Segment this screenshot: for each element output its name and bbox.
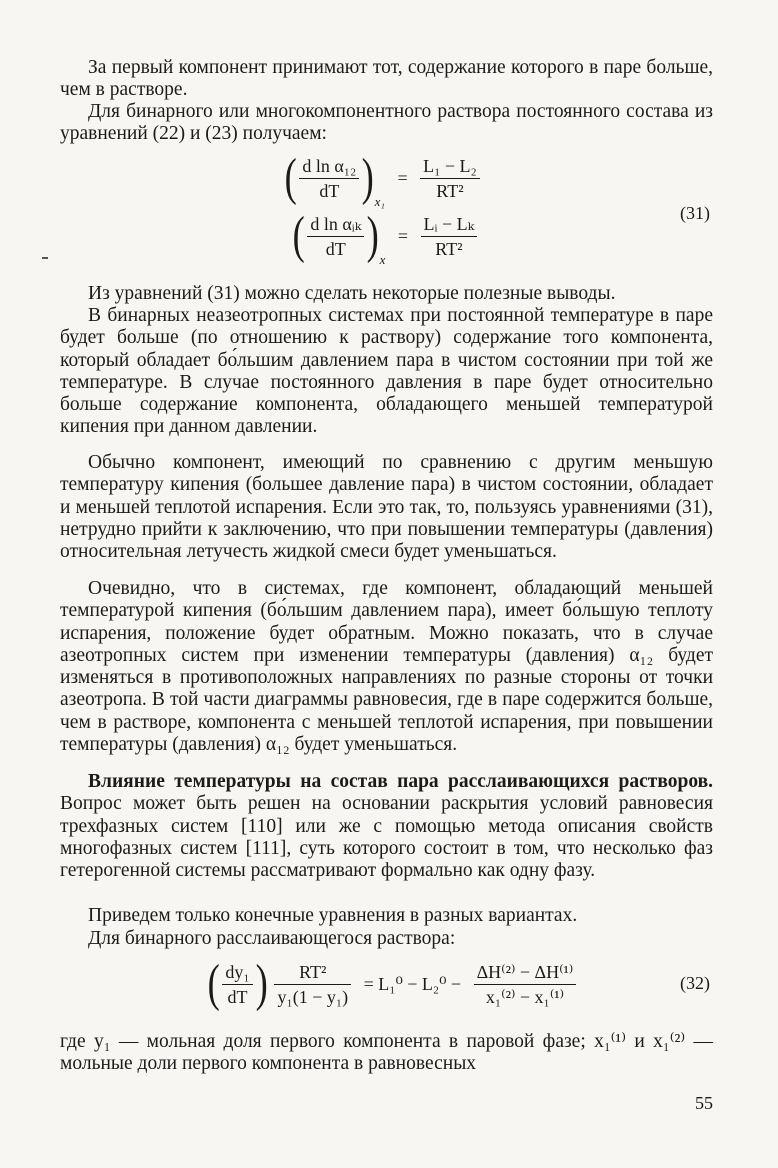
eq31b-denominator: dT — [325, 238, 346, 259]
eq31b-subscript: x — [379, 252, 386, 268]
paragraph-boiling-point: Обычно компонент, имеющий по сравнению с другим меньшую температуру кипения (большее давление пара) в чистом состоянии, обладает и меньшей теплотой испарения. Если это так, то, пользуясь уравнениями (31), нетрудно прийти к заключению, что при повышении температуры (давления) относительная летучесть жидкой смеси будет уменьшаться. — [60, 452, 713, 563]
paragraph-binary-intro: Для бинарного или многокомпонентного раствора постоянного состава из уравнений (22) и (23) получаем: — [60, 101, 713, 145]
stray-mark — [42, 257, 48, 259]
eq31b-rhs-denominator: RT² — [435, 238, 463, 259]
paragraph-conclusions: Из уравнений (31) можно сделать некоторые полезные выводы. — [88, 283, 616, 304]
eq31a-subscript: x₁ — [374, 194, 385, 210]
paragraph-stratifying-solutions — [60, 771, 713, 882]
paragraph-binary-stratifying: Для бинарного расслаивающегося раствора: — [88, 928, 456, 949]
eq31a-numerator: d ln α₁₂ — [299, 154, 359, 179]
eq31b-numerator: d ln αᵢₖ — [307, 212, 364, 237]
equation-32: ( $\frac{\text{dy₁}}{dT}$ ) $\frac{\text{RT²}}{\text{y₁(1 − y₁)}}$ = L₁⁰ − L₂⁰ − $\frac{\text{ΔH⁽²⁾ − ΔH⁽¹⁾}}{\text{x₁⁽²⁾ − x₁⁽¹⁾}}$ — [205, 958, 576, 1010]
equation-31a: ( $\frac{\text{d ln α₁₂}}{dT}$ )$_{x_1}$ = $\frac{\text{L₁ − L₂}}{\text{RT²}}$ — [282, 152, 480, 210]
section-heading: Влияние температуры на состав пара расслаивающихся растворов. — [88, 771, 713, 792]
equation-31-label: (31) — [680, 203, 710, 223]
eq32-lhs-numerator: dy₁ — [222, 960, 252, 985]
paragraph-final-equations: Приведем только конечные уравнения в разных вариантах. — [88, 905, 578, 926]
eq31a-equals: = — [397, 167, 408, 188]
section-body: Вопрос может быть решен на основании раскрытия условий равновесия трехфазных систем [110] или же с помощью метода описания свойств многофазных систем [111], суть которого состоит в том, что несколько фаз гетерогенной системы рассматривают формально как одну фазу. — [60, 793, 713, 882]
paragraph-nonazeotropic: В бинарных неазеотропных системах при постоянной температуре в паре будет больше (по отношению к раствору) содержание того компонента, который обладает бо́льшим давлением пара в чистом состоянии при той же температуре. В случае постоянного давления в паре будет относительно больше содержание компонента, обладающего меньшей температурой кипения при данном давлении. — [60, 305, 713, 438]
eq31a-rhs-numerator: L₁ − L₂ — [420, 154, 480, 179]
eq31a-rhs-denominator: RT² — [436, 180, 464, 201]
eq32-middle-terms: = L₁⁰ − L₂⁰ − — [363, 973, 462, 994]
equation-32-label: (32) — [680, 973, 710, 993]
equation-31b: ( $\frac{\text{d ln αᵢₖ}}{dT}$ )$_x$ = $\frac{\text{Lᵢ − Lₖ}}{\text{RT²}}$ — [290, 210, 477, 268]
eq31b-rhs-numerator: Lᵢ − Lₖ — [421, 212, 478, 237]
eq32-rhs-denominator: x₁⁽²⁾ − x₁⁽¹⁾ — [485, 986, 565, 1007]
paragraph-azeotropic: Очевидно, что в системах, где компонент, обладающий меньшей температурой кипения (бо́льшим давлением пара), имеет бо́льшую теплоту испарения, положение будет обратным. Можно показать, что в случае азеотропных систем при изменении температуры (давления) α₁₂ будет изменяться в противоположных направлениях по разные стороны от точки азеотропа. В той части диаграммы равновесия, где в паре содержится больше, чем в растворе, компонента с меньшей теплотой испарения, при повышении температуры (давления) α₁₂ будет уменьшаться. — [60, 578, 713, 756]
eq32-lhs-denominator: dT — [227, 986, 248, 1007]
paragraph-first-component: За первый компонент принимают тот, содержание которого в паре больше, чем в растворе. — [60, 57, 713, 101]
eq31a-denominator: dT — [319, 180, 340, 201]
eq31b-equals: = — [397, 225, 409, 246]
paragraph-where-definitions: где y₁ — мольная доля первого компонента в паровой фазе; x₁⁽¹⁾ и x₁⁽²⁾ — мольные доли первого компонента в равновесных — [60, 1031, 713, 1075]
eq32-rhs-numerator: ΔH⁽²⁾ − ΔH⁽¹⁾ — [474, 960, 577, 985]
eq32-factor-numerator: RT² — [274, 960, 351, 985]
page-number: 55 — [695, 1093, 713, 1113]
eq32-factor-denominator: y₁(1 − y₁) — [277, 986, 349, 1007]
